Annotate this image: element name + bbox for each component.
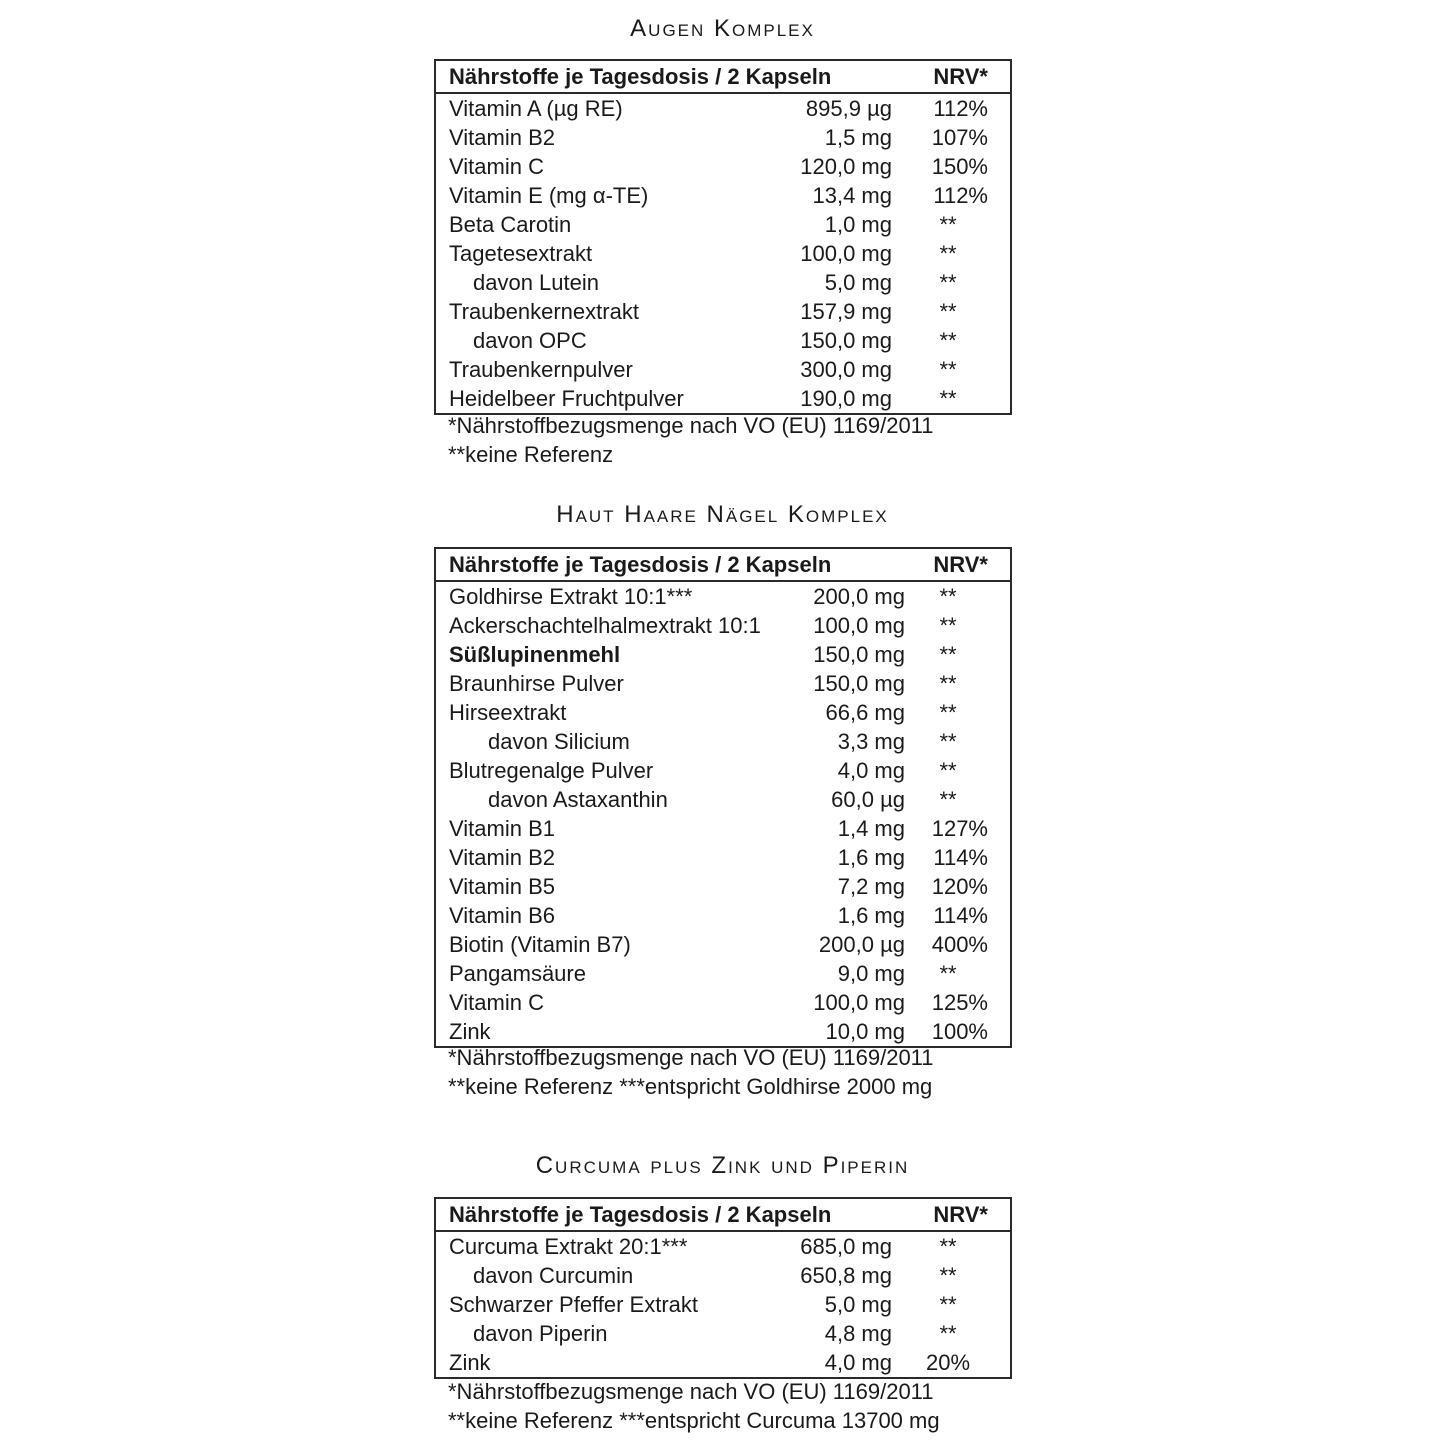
- nutrient-nrv: 20%: [925, 1350, 971, 1375]
- nutrient-amount: 150,0 mg: [800, 328, 892, 353]
- nutrient-name: Curcuma Extrakt 20:1***: [449, 1234, 688, 1259]
- nutrient-nrv: **: [939, 270, 957, 295]
- nutrient-name: Zink: [449, 1019, 491, 1044]
- nutrient-name: Goldhirse Extrakt 10:1***: [449, 584, 693, 609]
- section-title-augen-komplex: Augen Komplex: [630, 15, 815, 42]
- nutrient-name: Blutregenalge Pulver: [449, 758, 654, 783]
- table-row: [436, 152, 1010, 181]
- nutrient-nrv: **: [939, 700, 957, 725]
- nutrient-nrv: **: [939, 1234, 957, 1259]
- nutrient-amount: 3,3 mg: [837, 729, 905, 754]
- nutrient-name: Vitamin B2: [449, 845, 555, 870]
- nutrient-name: Vitamin A (µg RE): [449, 96, 623, 121]
- nutrient-name: Pangamsäure: [449, 961, 586, 986]
- nutrient-name: Hirseextrakt: [449, 700, 567, 725]
- table-row: [436, 640, 1010, 669]
- nutrient-nrv: **: [939, 1263, 957, 1288]
- table-row: [436, 785, 1010, 814]
- nutrient-amount: 5,0 mg: [824, 1292, 892, 1317]
- table-row: [436, 1017, 1010, 1046]
- header-nrv-label: NRV*: [933, 1202, 988, 1227]
- table-row: [436, 611, 1010, 640]
- nutrient-nrv: 112%: [933, 183, 988, 208]
- table-row: [436, 239, 1010, 268]
- nutrient-amount: 1,0 mg: [824, 212, 892, 237]
- table-row: [436, 1290, 1010, 1319]
- nutrient-nrv: **: [939, 1292, 957, 1317]
- nutrient-amount: 4,0 mg: [824, 1350, 892, 1375]
- table-row: [436, 872, 1010, 901]
- nutrient-amount: 1,6 mg: [837, 845, 905, 870]
- nutrient-amount: 895,9 µg: [805, 96, 892, 121]
- nutrient-amount: 1,6 mg: [837, 903, 905, 928]
- nutrient-nrv: **: [939, 671, 957, 696]
- table-row: [436, 1348, 1010, 1377]
- table-row: [436, 698, 1010, 727]
- table-row: [436, 1232, 1010, 1261]
- nutrient-name: davon Piperin: [473, 1321, 608, 1346]
- table-row: [436, 326, 1010, 355]
- nutrient-name: Vitamin B2: [449, 125, 555, 150]
- nutrient-amount: 100,0 mg: [813, 990, 905, 1015]
- nutrition-table-curcuma: [434, 1197, 1012, 1379]
- nutrient-nrv: 100%: [931, 1019, 988, 1044]
- table-row: [436, 901, 1010, 930]
- header-nutrients-label: Nährstoffe je Tagesdosis / 2 Kapseln: [449, 552, 832, 577]
- table-row: [436, 930, 1010, 959]
- nutrient-nrv: **: [939, 386, 957, 411]
- table-row: [436, 1261, 1010, 1290]
- section-title-curcuma-plus-zink-und-piperin: Curcuma plus Zink und Piperin: [535, 1152, 910, 1179]
- nutrient-name: Zink: [449, 1350, 491, 1375]
- nutrient-nrv: **: [939, 613, 957, 638]
- nutrient-name: davon Lutein: [473, 270, 599, 295]
- header-nutrients-label: Nährstoffe je Tagesdosis / 2 Kapseln: [449, 64, 832, 89]
- nutrient-name: Schwarzer Pfeffer Extrakt: [449, 1292, 699, 1317]
- nutrient-amount: 4,8 mg: [824, 1321, 892, 1346]
- table-row: [436, 94, 1010, 123]
- nutrient-name: Heidelbeer Fruchtpulver: [449, 386, 684, 411]
- table-row: [436, 355, 1010, 384]
- nutrient-name: Vitamin B5: [449, 874, 555, 899]
- footnote-no-reference: **keine Referenz: [448, 442, 614, 467]
- nutrient-nrv: **: [939, 584, 957, 609]
- nutrient-nrv: **: [939, 729, 957, 754]
- nutrient-name: davon Curcumin: [473, 1263, 634, 1288]
- nutrient-amount: 5,0 mg: [824, 270, 892, 295]
- nutrient-amount: 10,0 mg: [825, 1019, 905, 1044]
- table-row: [436, 814, 1010, 843]
- nutrition-table-haut-haare-naegel-komplex: [434, 547, 1012, 1048]
- nutrient-amount: 120,0 mg: [800, 154, 892, 179]
- nutrient-amount: 60,0 µg: [831, 787, 905, 812]
- table-row: [436, 959, 1010, 988]
- nutrient-amount: 1,5 mg: [824, 125, 892, 150]
- table-row: [436, 123, 1010, 152]
- nutrient-amount: 4,0 mg: [837, 758, 905, 783]
- footnote-nrv-reference: *Nährstoffbezugsmenge nach VO (EU) 1169/2011: [448, 1045, 934, 1070]
- nutrient-nrv: **: [939, 961, 957, 986]
- table-row: [436, 384, 1010, 413]
- nutrient-name: Vitamin B1: [449, 816, 555, 841]
- nutrient-name: davon OPC: [473, 328, 587, 353]
- table-row: [436, 210, 1010, 239]
- nutrient-nrv: 120%: [931, 874, 988, 899]
- nutrient-amount: 190,0 mg: [800, 386, 892, 411]
- nutrient-name: davon Astaxanthin: [488, 787, 668, 812]
- nutrient-amount: 157,9 mg: [800, 299, 892, 324]
- nutrient-name: Vitamin B6: [449, 903, 555, 928]
- nutrient-nrv: 114%: [933, 903, 988, 928]
- nutrient-amount: 1,4 mg: [837, 816, 905, 841]
- nutrient-name: Ackerschachtelhalmextrakt 10:1: [449, 613, 761, 638]
- nutrient-name: Vitamin E (mg α-TE): [449, 183, 649, 208]
- nutrient-nrv: 400%: [931, 932, 988, 957]
- nutrient-nrv: 114%: [933, 845, 988, 870]
- nutrient-name: Traubenkernpulver: [449, 357, 633, 382]
- nutrient-name: Süßlupinenmehl: [449, 642, 621, 667]
- section-title-haut-haare-naegel-komplex: Haut Haare Nägel Komplex: [556, 501, 889, 528]
- nutrition-table-augen-komplex: [434, 59, 1012, 415]
- footnote-nrv-reference: *Nährstoffbezugsmenge nach VO (EU) 1169/2011: [448, 1379, 934, 1404]
- nutrient-nrv: 112%: [933, 96, 988, 121]
- header-nutrients-label: Nährstoffe je Tagesdosis / 2 Kapseln: [449, 1202, 832, 1227]
- header-nrv-label: NRV*: [933, 64, 988, 89]
- nutrient-nrv: **: [939, 357, 957, 382]
- nutrient-nrv: **: [939, 328, 957, 353]
- nutrient-nrv: 125%: [931, 990, 988, 1015]
- nutrient-amount: 300,0 mg: [800, 357, 892, 382]
- footnote-no-reference: **keine Referenz ***entspricht Goldhirse 2000 mg: [448, 1074, 933, 1099]
- nutrient-nrv: 127%: [931, 816, 988, 841]
- nutrient-name: Braunhirse Pulver: [449, 671, 624, 696]
- table-header: [436, 549, 1010, 582]
- nutrient-nrv: **: [939, 212, 957, 237]
- nutrient-amount: 100,0 mg: [800, 241, 892, 266]
- nutrient-amount: 150,0 mg: [813, 671, 905, 696]
- table-row: [436, 727, 1010, 756]
- nutrient-name: Traubenkernextrakt: [449, 299, 639, 324]
- nutrient-amount: 9,0 mg: [837, 961, 905, 986]
- table-row: [436, 297, 1010, 326]
- nutrient-amount: 100,0 mg: [813, 613, 905, 638]
- nutrient-name: davon Silicium: [488, 729, 630, 754]
- nutrient-amount: 200,0 µg: [818, 932, 905, 957]
- nutrient-amount: 66,6 mg: [825, 700, 905, 725]
- table-row: [436, 669, 1010, 698]
- nutrient-nrv: **: [939, 642, 957, 667]
- table-row: [436, 756, 1010, 785]
- nutrient-name: Biotin (Vitamin B7): [449, 932, 631, 957]
- table-row: [436, 268, 1010, 297]
- nutrient-nrv: 107%: [931, 125, 988, 150]
- footnote-no-reference: **keine Referenz ***entspricht Curcuma 13700 mg: [448, 1408, 940, 1433]
- nutrient-amount: 7,2 mg: [837, 874, 905, 899]
- header-nrv-label: NRV*: [933, 552, 988, 577]
- nutrient-name: Vitamin C: [449, 990, 544, 1015]
- table-row: [436, 181, 1010, 210]
- table-header: [436, 61, 1010, 94]
- table-header: [436, 1199, 1010, 1232]
- nutrient-nrv: **: [939, 1321, 957, 1346]
- nutrient-nrv: **: [939, 758, 957, 783]
- nutrient-nrv: **: [939, 787, 957, 812]
- table-row: [436, 988, 1010, 1017]
- nutrient-name: Vitamin C: [449, 154, 544, 179]
- nutrient-amount: 150,0 mg: [813, 642, 905, 667]
- table-row: [436, 582, 1010, 611]
- nutrient-amount: 13,4 mg: [812, 183, 892, 208]
- nutrient-nrv: 150%: [931, 154, 988, 179]
- nutrient-name: Beta Carotin: [449, 212, 572, 237]
- nutrient-name: Tagetesextrakt: [449, 241, 593, 266]
- nutrient-amount: 685,0 mg: [800, 1234, 892, 1259]
- nutrient-amount: 200,0 mg: [813, 584, 905, 609]
- nutrient-nrv: **: [939, 241, 957, 266]
- table-row: [436, 843, 1010, 872]
- footnote-nrv-reference: *Nährstoffbezugsmenge nach VO (EU) 1169/2011: [448, 413, 934, 438]
- table-row: [436, 1319, 1010, 1348]
- nutrient-amount: 650,8 mg: [800, 1263, 892, 1288]
- nutrient-nrv: **: [939, 299, 957, 324]
